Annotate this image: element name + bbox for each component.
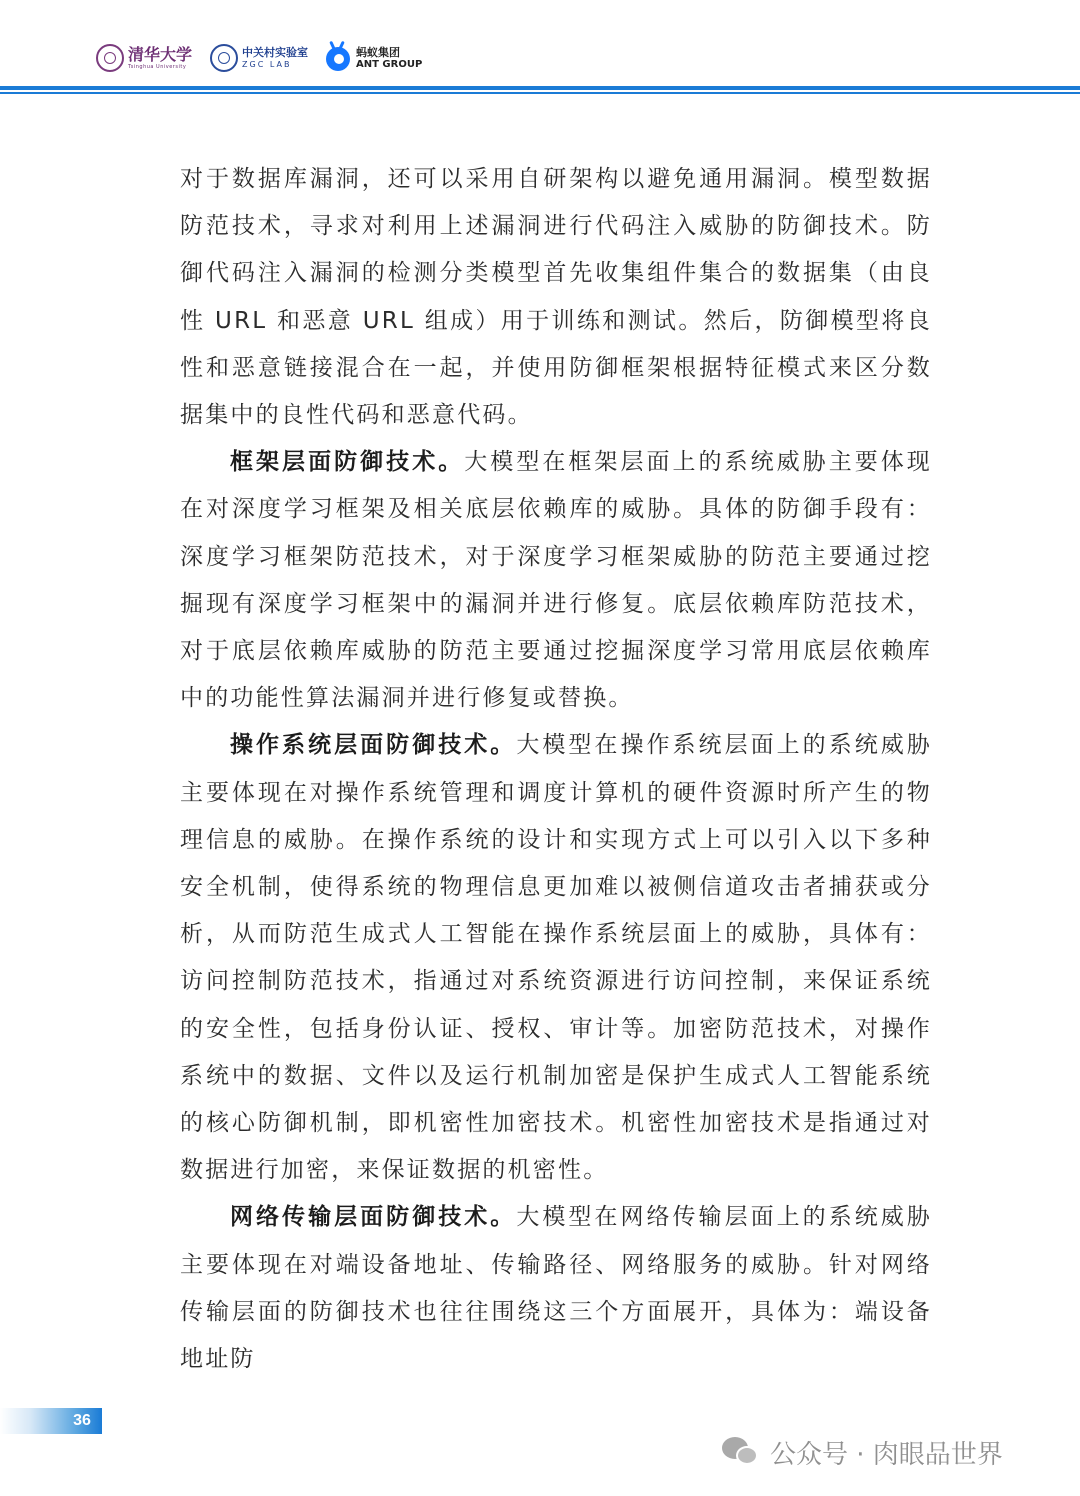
- body-text: [180, 156, 932, 1383]
- watermark: [722, 1430, 1003, 1474]
- tsinghua-subtitle: Tsinghua University: [128, 63, 187, 70]
- zgc-lab-logo: [210, 44, 308, 72]
- header-rule-thin: [0, 92, 1080, 94]
- ant-group-logo: [326, 45, 422, 71]
- paragraph: [180, 722, 932, 1194]
- zgc-seal-icon: [210, 44, 238, 72]
- paragraph-heading: 网络传输层面防御技术。: [230, 1204, 517, 1231]
- wechat-icon: [722, 1437, 760, 1467]
- tsinghua-name: 清华大学: [128, 44, 193, 64]
- zgc-name: 中关村实验室: [242, 46, 309, 59]
- ant-mark-icon: [326, 45, 352, 71]
- paragraph-text: 对于数据库漏洞，还可以采用自研架构以避免通用漏洞。模型数据防范技术，寻求对利用上述漏洞进行代码注入威胁的防御技术。防御代码注入漏洞的检测分类模型首先收集组件集合的数据集（由良性 URL 和恶意 URL 组成）用于训练和测试。然后，防御模型将良性和恶意链接混合在一起，并使用防御框架根据特征模式来区分数据集中的良性代码和恶意代码。: [180, 166, 932, 429]
- ant-name: 蚂蚁集团: [356, 45, 401, 59]
- zgc-subtitle: ZGC LAB: [242, 60, 292, 69]
- header-rule-thick: [0, 86, 1080, 90]
- paragraph-heading: 框架层面防御技术。: [230, 449, 465, 476]
- paragraph-text: 大模型在网络传输层面上的系统威胁主要体现在对端设备地址、传输路径、网络服务的威胁。针对网络传输层面的防御技术也往往围绕这三个方面展开，具体为：端设备地址防: [180, 1204, 933, 1373]
- paragraph-text: 大模型在框架层面上的系统威胁主要体现在对深度学习框架及相关底层依赖库的威胁。具体的防御手段有：深度学习框架防范技术，对于深度学习框架威胁的防范主要通过挖掘现有深度学习框架中的漏洞并进行修复。底层依赖库防范技术，对于底层依赖库威胁的防范主要通过挖掘深度学习常用底层依赖库中的功能性算法漏洞并进行修复或替换。: [180, 449, 932, 712]
- ant-subtitle: ANT GROUP: [356, 58, 423, 70]
- tsinghua-logo: [96, 44, 192, 72]
- paragraph: [180, 156, 932, 439]
- tsinghua-seal-icon: [96, 44, 124, 72]
- page-number: 36: [73, 1412, 91, 1429]
- logo-bar: [96, 38, 440, 78]
- paragraph: [180, 1194, 932, 1383]
- paragraph-text: 大模型在操作系统层面上的系统威胁主要体现在对操作系统管理和调度计算机的硬件资源时所产生的物理信息的威胁。在操作系统的设计和实现方式上可以引入以下多种安全机制，使得系统的物理信息更加难以被侧信道攻击者捕获或分析，从而防范生成式人工智能在操作系统层面上的威胁，具体有：访问控制防范技术，指通过对系统资源进行访问控制，来保证系统的安全性，包括身份认证、授权、审计等。加密防范技术，对操作系统中的数据、文件以及运行机制加密是保护生成式人工智能系统的核心防御机制，即机密性加密技术。机密性加密技术是指通过对数据进行加密，来保证数据的机密性。: [180, 732, 933, 1184]
- page-header: [0, 0, 1080, 96]
- watermark-text: 公众号 · 肉眼品世界: [770, 1439, 1003, 1470]
- paragraph-heading: 操作系统层面防御技术。: [230, 732, 517, 759]
- paragraph: [180, 439, 932, 722]
